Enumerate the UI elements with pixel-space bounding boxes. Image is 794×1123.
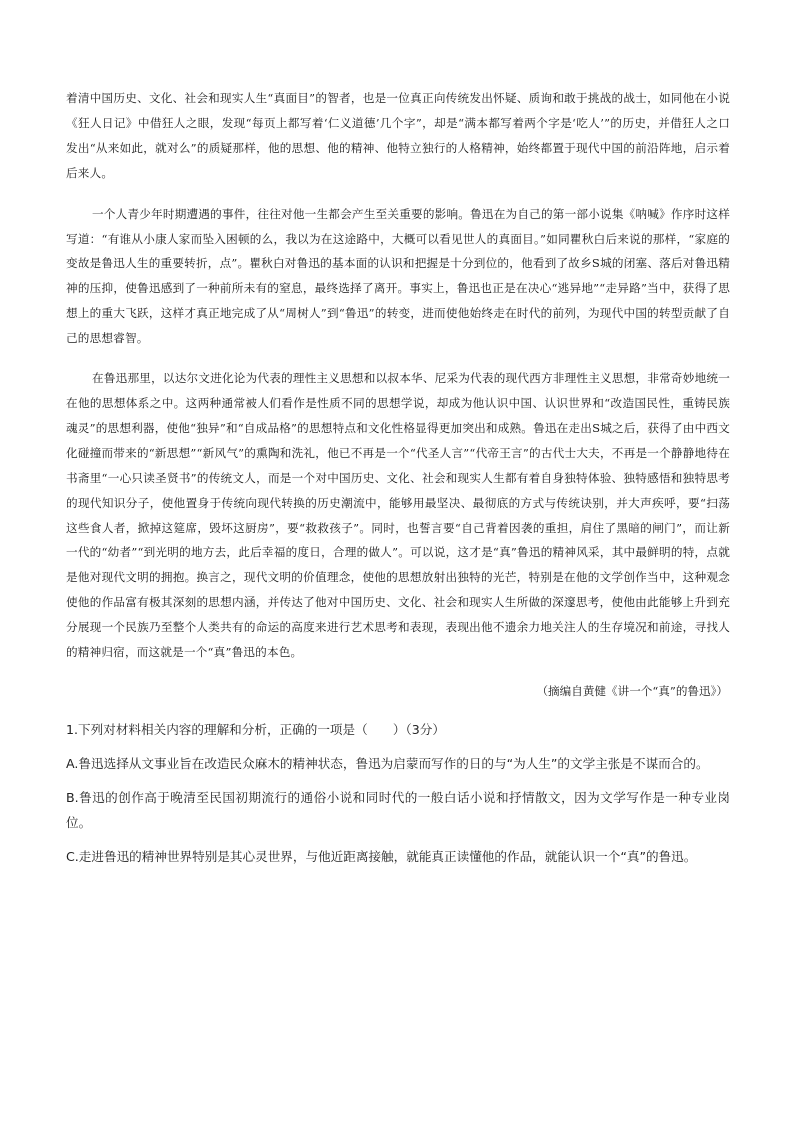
option-b	[66, 785, 730, 835]
option-a	[66, 751, 730, 776]
option-text: 鲁迅选择从文事业旨在改造民众麻木的精神状态，鲁迅为启蒙而写作的日的与“为人生”的文学主张是不谋而合的。	[78, 755, 709, 771]
option-text: 鲁迅的创作高于晚清至民国初期流行的通俗小说和同时代的一般白话小说和抒情散文，因为文学写作是一种专业岗位。	[66, 789, 730, 830]
reading-passage	[66, 86, 730, 665]
option-text: 走进鲁迅的精神世界特别是其心灵世界，与他近距离接触，就能真正读懂他的作品，就能认识一个“真”的鲁迅。	[78, 848, 697, 864]
question-stem	[66, 717, 730, 742]
passage-paragraph-2: 一个人青少年时期遭遇的事件，往往对他一生都会产生至关重要的影响。鲁迅在为自己的第一部小说集《呐喊》作序时这样写道：“有谁从小康人家而坠入困顿的么，我以为在这途路中，大概可以看见世人的真面目。”如同瞿秋白后来说的那样，“家庭的变故是鲁迅人生的重要转折，点”。瞿秋白对鲁迅的基本面的认识和把握是十分到位的，他看到了故乡S城的闭塞、落后对鲁迅精神的压抑，使鲁迅感到了一种前所未有的窒息，最终选择了离开。事实上，鲁迅也正是在决心“逃异地”“走异路”当中，获得了思想上的重大飞跃，这样才真正地完成了从“周树人”到“鲁迅”的转变，进而使他始终走在时代的前列，为现代中国的转型贡献了自己的思想睿智。	[66, 206, 730, 346]
option-c	[66, 844, 730, 869]
option-label: B.	[66, 789, 79, 805]
document-page	[66, 86, 730, 869]
question-marks: （3分）	[405, 721, 445, 737]
passage-paragraph-3: 在鲁迅那里，以达尔文进化论为代表的理性主义思想和以叔本华、尼采为代表的现代西方非理性主义思想，非常奇妙地统一在他的思想体系之中。这两种通常被人们看作是性质不同的思想学说，却成为他认识中国、认识世界和“改造国民性，重铸民族魂灵”的思想利器，使他“独异”和“自成品格”的思想特点和文化性格显得更加突出和成熟。鲁迅在走出S城之后，获得了由中西文化碰撞而带来的“新思想”“新风气”的熏陶和洗礼，他已不再是一个“代圣人言”“代帝王言”的古代士大夫，不再是一个静静地待在书斋里“一心只读圣贤书”的传统文人，而是一个对中国历史、文化、社会和现实人生都有着自身独特体验、独特感悟和独特思考的现代知识分子，使他置身于传统向现代转换的历史潮流中，能够用最坚决、最彻底的方式与传统诀别，并大声疾呼，要“扫荡这些食人者，掀掉这筵席，毁坏这厨房”，要“救救孩子”。同时，也誓言要“自己背着因袭的重担，肩住了黑暗的闸门”，而让新一代的“幼者”“到光明的地方去，此后幸福的度日，合理的做人”。可以说，这才是“真”鲁迅的精神风采，其中最鲜明的特，点就是他对现代文明的拥抱。换言之，现代文明的价值理念，使他的思想放射出独特的光芒，特别是在他的文学创作当中，这种观念使他的作品富有极其深刻的思想内涵，并传达了他对中国历史、文化、社会和现实人生所做的深邃思考，使他由此能够上升到充分展现一个民族乃至整个人类共有的命运的高度来进行艺术思考和表现，表现出他不遗余力地关注人的生存境况和前途，寻找人的精神归宿，而这就是一个“真”鲁迅的本色。	[66, 371, 730, 660]
passage-source: （摘编自黄健《讲一个“真”的鲁迅》）	[536, 683, 728, 698]
passage-paragraph-1: 着清中国历史、文化、社会和现实人生“真面目”的智者，也是一位真正向传统发出怀疑、质询和敢于挑战的战士，如同他在小说《狂人日记》中借狂人之眼，发现“每页上都写着‘仁义道德’几个字”，却是“满本都写着两个字是‘吃人’”的历史，并借狂人之口发出“从来如此，就对么”的质疑那样，他的思想、他的精神、他特立独行的人格精神，始终都置于现代中国的前沿阵地，启示着后来人。	[66, 91, 730, 180]
option-label: C.	[66, 848, 79, 864]
question-number: 1.	[66, 721, 79, 737]
question-text: 下列对材料相关内容的理解和分析，正确的一项是（ ）	[78, 721, 406, 737]
option-label: A.	[66, 755, 79, 771]
